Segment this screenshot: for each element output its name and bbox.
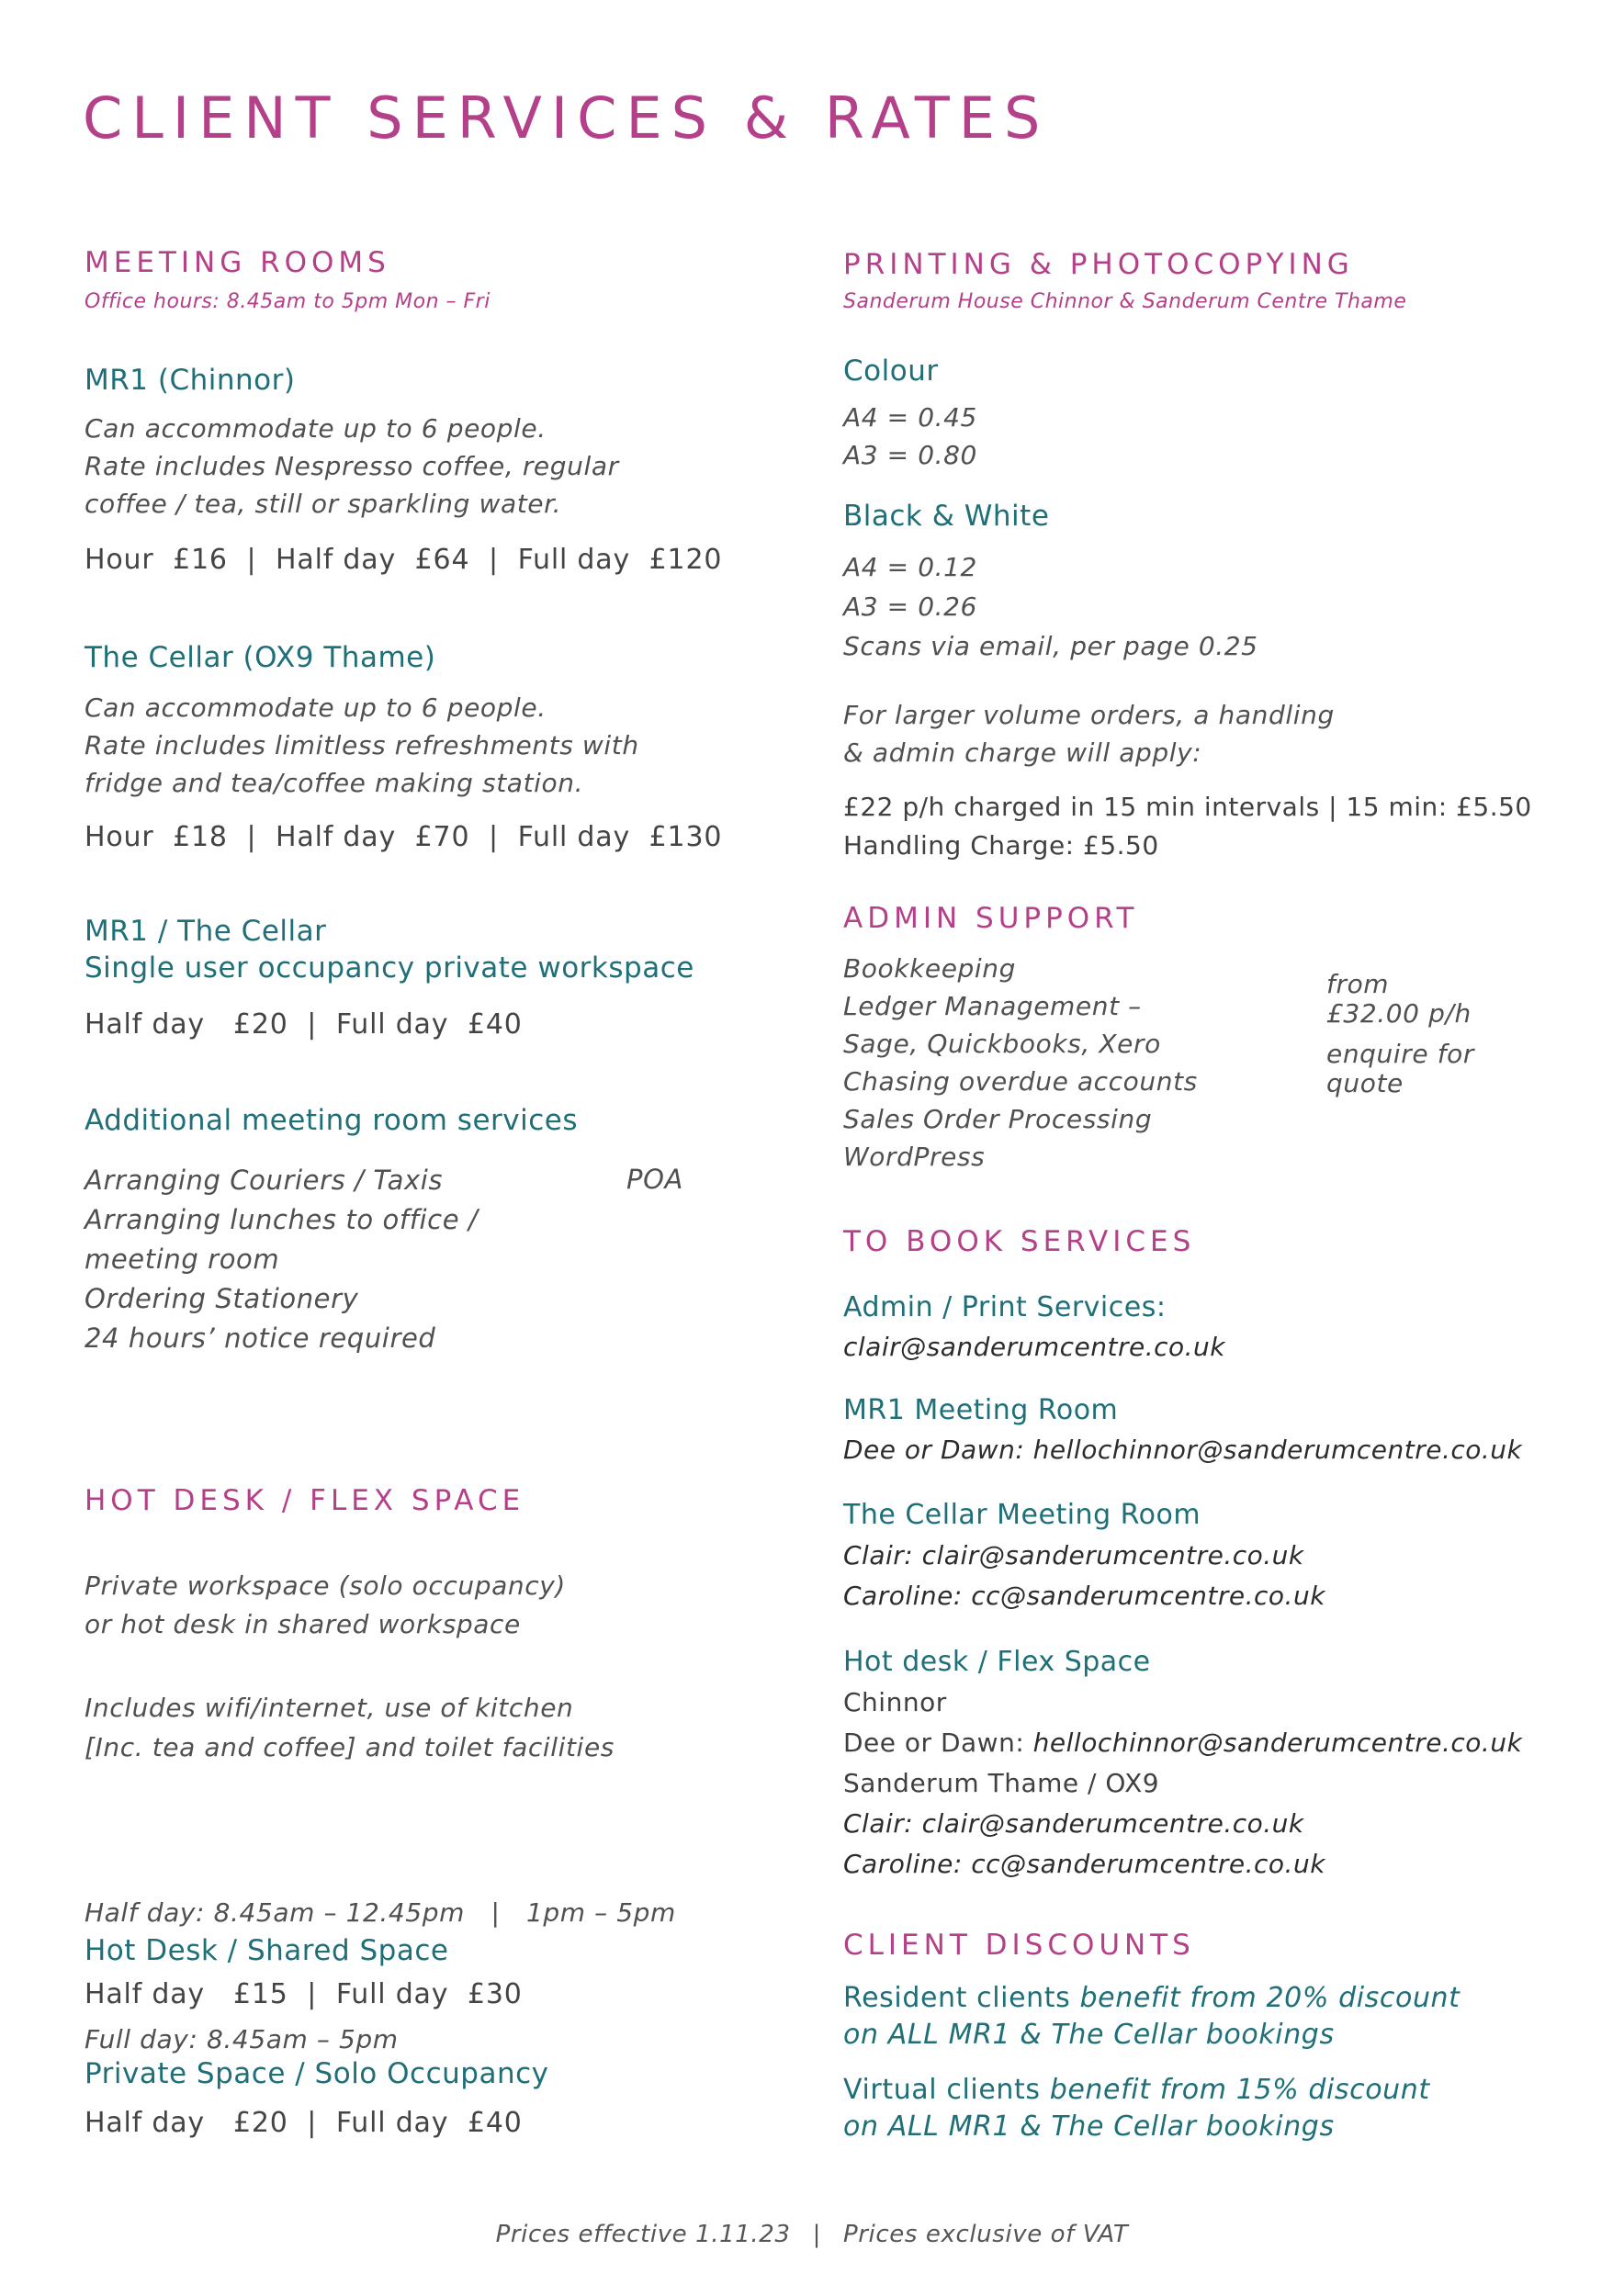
page-title: CLIENT SERVICES & RATES	[83, 84, 1050, 152]
volume-orders-note: For larger volume orders, a handling & admin charge will apply:	[843, 700, 1335, 768]
mr1-rates: Hour £16 | Half day £64 | Full day £120	[85, 544, 723, 576]
printing-heading: PRINTING & PHOTOCOPYING	[843, 248, 1354, 281]
list-item: Arranging Couriers / Taxis	[85, 1165, 444, 1196]
single-user-title: MR1 / The Cellar	[85, 915, 327, 948]
effective-date: Prices effective 1.11.23	[495, 2221, 791, 2248]
private-space-title: Private Space / Solo Occupancy	[85, 2057, 549, 2090]
shared-space-rates: Half day £15 | Full day £30	[85, 1978, 523, 2010]
hot-desk-facilities: Includes wifi/internet, use of kitchen [Inc. tea and coffee] and toilet facilities	[85, 1693, 615, 1762]
contact-email[interactable]: hellochinnor@sanderumcentre.co.uk	[1032, 1728, 1523, 1758]
cellar-rates: Hour £18 | Half day £70 | Full day £130	[85, 821, 723, 853]
colour-prices: A4 = 0.45 A3 = 0.80	[843, 402, 977, 470]
footer-note: Prices effective 1.11.23 | Prices exclusive of VAT	[495, 2221, 1129, 2248]
booking-heading: TO BOOK SERVICES	[843, 1225, 1196, 1258]
list-item: Sage, Quickbooks, Xero	[843, 1029, 1161, 1059]
single-user-rates: Half day £20 | Full day £40	[85, 1008, 523, 1041]
mr1-booking-label: MR1 Meeting Room	[843, 1394, 1119, 1426]
cellar-description: Can accommodate up to 6 people. Rate includes limitless refreshments with fridge and tea/coffee making station.	[85, 692, 639, 798]
bw-title: Black & White	[843, 500, 1050, 533]
mr1-description: Can accommodate up to 6 people. Rate includes Nespresso coffee, regular coffee / tea, still or sparkling water.	[85, 413, 619, 519]
location-label: Chinnor	[843, 1687, 947, 1717]
hot-desk-times: Half day: 8.45am – 12.45pm | 1pm – 5pm Full day: 8.45am – 5pm	[85, 1897, 676, 2054]
mr1-booking-contact[interactable]: Dee or Dawn: hellochinnor@sanderumcentre.co.uk	[843, 1435, 1523, 1465]
contact-line: Dee or Dawn: hellochinnor@sanderumcentre.co.uk	[843, 1728, 1523, 1758]
admin-price: from £32.00 p/h enquire for quote	[1326, 969, 1475, 1098]
admin-support-heading: ADMIN SUPPORT	[843, 902, 1139, 935]
discounts-heading: CLIENT DISCOUNTS	[843, 1929, 1195, 1962]
additional-services-price: POA	[626, 1164, 683, 1195]
hot-desk-heading: HOT DESK / FLEX SPACE	[85, 1484, 525, 1517]
single-user-subtitle: Single user occupancy private workspace	[85, 951, 694, 985]
cellar-title: The Cellar (OX9 Thame)	[85, 641, 436, 674]
additional-services-title: Additional meeting room services	[85, 1104, 579, 1137]
hot-desk-description: Private workspace (solo occupancy) or hot desk in shared workspace	[85, 1570, 566, 1639]
cellar-booking-contacts: Clair: clair@sanderumcentre.co.uk Caroline: cc@sanderumcentre.co.uk	[843, 1540, 1325, 1611]
colour-title: Colour	[843, 355, 939, 388]
printing-locations: Sanderum House Chinnor & Sanderum Centre Thame	[843, 290, 1407, 313]
hot-desk-booking-contacts: Chinnor Dee or Dawn: hellochinnor@sanderumcentre.co.uk Sanderum Thame / OX9 Clair: clair@sanderumcentre.co.uk Caroline: cc@sanderumcentre.co.uk	[843, 1683, 1522, 1885]
handling-charges: £22 p/h charged in 15 min intervals | 15 min: £5.50 Handling Charge: £5.50	[843, 792, 1532, 861]
list-item: WordPress	[843, 1142, 986, 1172]
additional-services-list	[85, 1161, 478, 1358]
list-item: Arranging lunches to office /	[85, 1204, 479, 1235]
list-item: Ordering Stationery	[85, 1283, 359, 1314]
private-space-rates: Half day £20 | Full day £40	[85, 2107, 523, 2139]
list-item: Chasing overdue accounts	[843, 1066, 1198, 1097]
mr1-title: MR1 (Chinnor)	[85, 364, 296, 397]
hot-desk-booking-label: Hot desk / Flex Space	[843, 1646, 1151, 1678]
vat-note: Prices exclusive of VAT	[842, 2221, 1129, 2248]
list-item: Ledger Management –	[843, 991, 1142, 1021]
resident-discount: Resident clients benefit from 20% discount on ALL MR1 & The Cellar bookings	[843, 1982, 1460, 2051]
list-item: 24 hours’ notice required	[85, 1322, 436, 1354]
shared-space-title: Hot Desk / Shared Space	[85, 1934, 449, 1967]
location-label: Sanderum Thame / OX9	[843, 1768, 1160, 1798]
admin-print-label: Admin / Print Services:	[843, 1291, 1167, 1323]
admin-print-email[interactable]: clair@sanderumcentre.co.uk	[843, 1332, 1226, 1362]
admin-services-list	[843, 950, 1198, 1176]
bw-prices: A4 = 0.12 A3 = 0.26 Scans via email, per page 0.25	[843, 552, 1258, 661]
list-item: Sales Order Processing	[843, 1104, 1153, 1134]
list-item: meeting room	[85, 1244, 280, 1275]
office-hours-note: Office hours: 8.45am to 5pm Mon – Fri	[85, 290, 491, 313]
meeting-rooms-heading: MEETING ROOMS	[85, 246, 390, 279]
virtual-discount: Virtual clients benefit from 15% discount on ALL MR1 & The Cellar bookings	[843, 2074, 1430, 2143]
list-item: Bookkeeping	[843, 953, 1017, 984]
cellar-booking-label: The Cellar Meeting Room	[843, 1499, 1201, 1531]
